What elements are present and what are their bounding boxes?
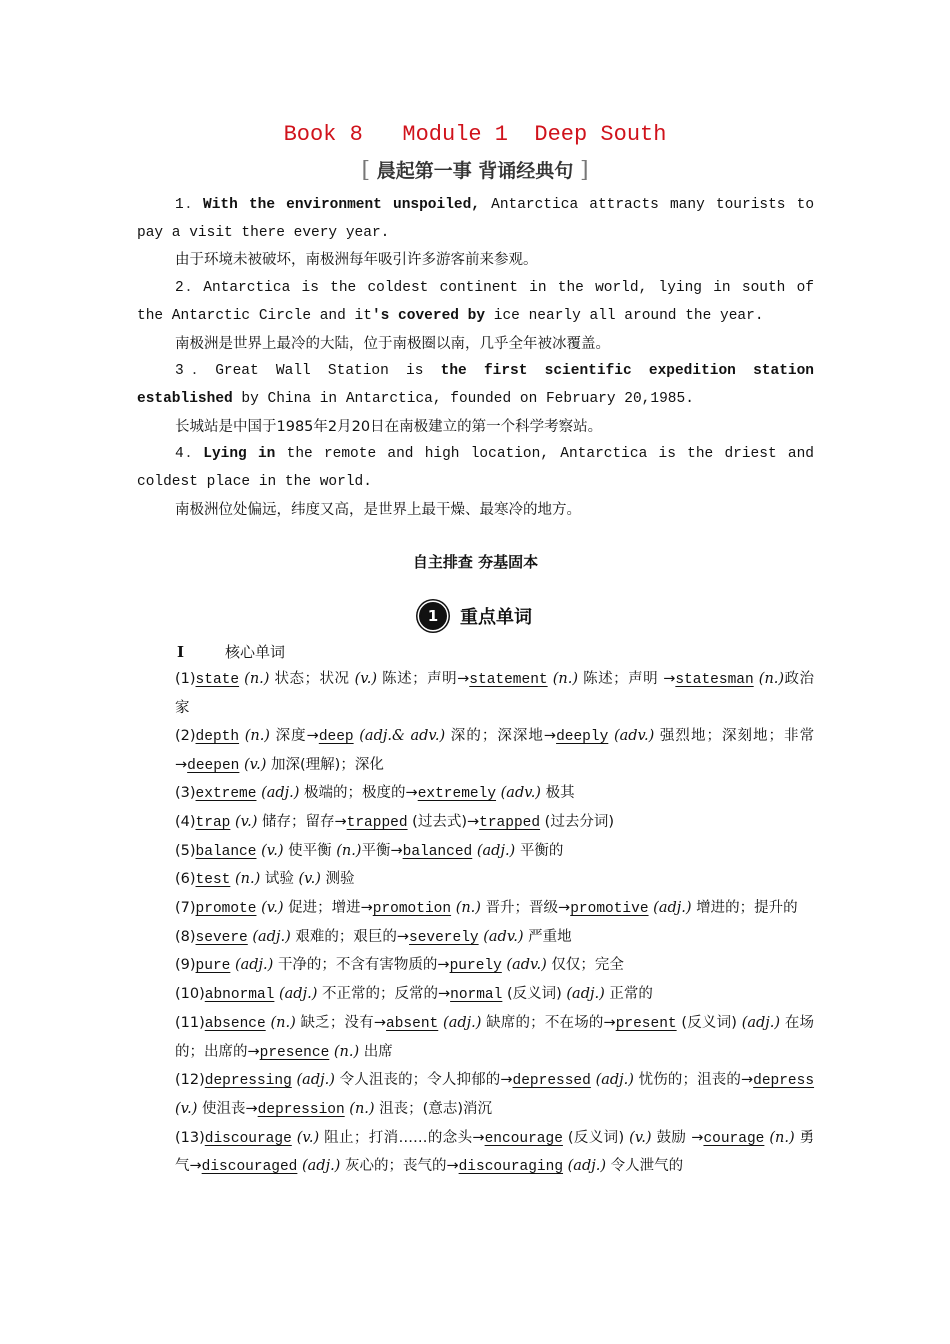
sentence-text: the remote and high location, Antarctica is the driest and coldest place in the world. <box>137 446 814 491</box>
vocab-text: 促进；增进→ <box>288 900 373 917</box>
vocab-text: (反义词) <box>681 1014 737 1031</box>
part-of-speech: (adv.) <box>483 928 524 945</box>
part-of-speech: (n.) <box>244 727 270 744</box>
vocab-word: discourage <box>204 1130 292 1147</box>
part-of-speech: (adj.) <box>443 1014 482 1031</box>
vocab-word: depressed <box>512 1073 591 1090</box>
vocab-text: 正常的 <box>609 986 653 1003</box>
sentence-text: by China in Antarctica, founded on February 20,1985. <box>232 390 694 407</box>
vocab-item <box>137 723 814 780</box>
vocab-text: (反义词) <box>567 1129 625 1146</box>
vocab-text: 深度→ <box>275 727 319 744</box>
vocab-text: 干净的；不含有害物质的→ <box>277 957 450 974</box>
part-of-speech: (adj.& adv.) <box>359 727 446 744</box>
part-of-speech: (n.) <box>349 1100 375 1117</box>
part-of-speech: (v.) <box>261 842 284 859</box>
part-of-speech: (v.) <box>234 813 258 830</box>
vocab-list <box>137 666 814 1182</box>
part-of-speech: (v.) <box>354 671 378 688</box>
part-of-speech: (adj.) <box>279 986 318 1003</box>
section-subtitle <box>0 156 950 183</box>
part-of-speech: (adj.) <box>741 1014 781 1031</box>
translation-4: 南极洲位处偏远，纬度又高，是世界上最干燥、最寒冷的地方。 <box>175 501 581 518</box>
vocab-word: encourage <box>484 1130 563 1147</box>
vocab-text: 加深(理解)；深化 <box>271 756 384 773</box>
vocab-text: (过去分词) <box>544 813 614 830</box>
part-of-speech: (v.) <box>261 900 284 917</box>
vocab-text: (13) <box>175 1129 205 1146</box>
vocab-text: (12) <box>175 1072 205 1089</box>
vocab-word: discouraged <box>201 1159 298 1176</box>
vocab-text: 晋升；晋级→ <box>485 900 571 917</box>
vocab-item <box>137 809 814 838</box>
part-of-speech: (n.) <box>270 1014 296 1031</box>
bracket-right: ] <box>579 158 589 183</box>
vocab-word: absent <box>386 1015 439 1032</box>
part-of-speech: (n.) <box>758 671 785 688</box>
vocab-text: 平衡→ <box>361 842 403 859</box>
sentence-2 <box>137 275 814 330</box>
part-of-speech: (adv.) <box>613 727 655 744</box>
sentence-number: 1． <box>175 197 204 213</box>
vocab-text: (7) <box>175 900 196 917</box>
vocab-text: 强烈地；深刻地；非常→ <box>175 727 815 773</box>
vocab-item <box>137 866 814 895</box>
vocab-word: extreme <box>195 786 257 803</box>
part-of-speech: (adj.) <box>234 957 274 974</box>
vocab-text: 试验 <box>264 871 294 888</box>
vocab-text: 阻止；打消……的念头→ <box>324 1129 485 1146</box>
vocab-item <box>137 924 814 953</box>
vocab-word: promotive <box>570 901 649 918</box>
sentence-4 <box>137 441 814 496</box>
vocab-word: abnormal <box>204 987 275 1004</box>
translation-2: 南极洲是世界上最冷的大陆，位于南极圈以南，几乎全年被冰覆盖。 <box>175 335 610 352</box>
vocab-word: trapped <box>479 814 541 831</box>
key-phrase: With the environment unspoiled, <box>203 197 481 213</box>
vocab-text: (11) <box>175 1014 205 1031</box>
vocab-text: 陈述；声明 <box>583 671 659 688</box>
part-of-speech: (adv.) <box>506 957 547 974</box>
vocab-word: balance <box>195 843 257 860</box>
vocab-word: test <box>195 872 231 889</box>
part-of-speech: (adv.) <box>500 785 541 802</box>
vocab-text: 艰难的；艰巨的→ <box>295 928 409 945</box>
part-of-speech: (adj.) <box>296 1072 335 1089</box>
vocab-word: trap <box>195 814 231 831</box>
vocab-word: discouraging <box>458 1159 564 1176</box>
sentence-text: Great Wall Station is <box>215 363 441 380</box>
section-heading: 自主排查 夯基固本 <box>412 553 539 572</box>
vocab-word: courage <box>703 1130 765 1147</box>
part-of-speech: (v.) <box>296 1129 320 1146</box>
number-badge-icon: 1 <box>419 602 447 630</box>
sentence-number: 3． <box>175 363 216 380</box>
vocab-item <box>137 981 814 1010</box>
page-title: Book 8 Module 1 Deep South <box>283 122 667 147</box>
vocab-item <box>137 1010 814 1067</box>
vocab-text: (3) <box>175 785 196 802</box>
translation-1: 由于环境未被破坏，南极洲每年吸引许多游客前来参观。 <box>175 252 538 269</box>
core-words-label: 核心单词 <box>225 643 286 662</box>
vocab-word: presence <box>259 1044 330 1061</box>
vocab-word: severely <box>409 929 479 946</box>
vocab-text: (10) <box>175 986 205 1003</box>
vocab-text: → <box>691 1129 704 1146</box>
part-of-speech: (n.) <box>552 671 578 688</box>
part-of-speech: (adj.) <box>476 842 516 859</box>
vocab-word: depth <box>195 728 240 745</box>
vocab-word: depress <box>753 1073 815 1090</box>
sentence-text: Antarctica attracts many tourists to pay a visit there every year. <box>137 197 815 241</box>
part-of-speech: (adj.) <box>653 900 692 917</box>
vocab-text: 状态；状况 <box>274 671 350 688</box>
part-of-speech: (v.) <box>175 1100 198 1117</box>
vocab-text: 深的；深深地→ <box>450 727 557 744</box>
part-of-speech: (adj.) <box>595 1072 634 1089</box>
part-of-speech: (n.) <box>455 900 481 917</box>
vocab-text: 沮丧；(意志)消沉 <box>379 1100 492 1117</box>
core-words-heading <box>137 638 814 666</box>
part-of-speech: (n.) <box>769 1129 795 1146</box>
vocab-word: statement <box>469 672 548 689</box>
vocab-text: 在场的；出席的→ <box>175 1014 814 1060</box>
vocab-text: (过去式)→ <box>412 813 480 830</box>
vocab-text: (反义词) <box>506 986 562 1003</box>
part-of-speech: (adj.) <box>252 928 291 945</box>
vocab-text: 忧伤的；沮丧的→ <box>638 1072 754 1089</box>
vocab-word: trapped <box>346 814 408 831</box>
sentence-number: 4． <box>175 446 204 463</box>
vocab-text: → <box>663 671 676 688</box>
vocab-text: 平衡的 <box>519 842 564 859</box>
vocab-word: depressing <box>204 1073 292 1090</box>
vocab-word: depression <box>257 1101 345 1118</box>
sentence-1 <box>137 192 814 247</box>
vocab-text: 缺乏；没有→ <box>300 1014 387 1031</box>
vocab-word: deeply <box>556 728 609 745</box>
subtitle-text: 晨起第一事 背诵经典句 <box>376 160 574 182</box>
part-of-speech: (v.) <box>629 1129 652 1146</box>
vocab-word: normal <box>450 987 503 1004</box>
vocab-text: 严重地 <box>528 928 572 945</box>
vocab-text: (8) <box>175 928 196 945</box>
vocab-text: 极端的；极度的→ <box>304 785 418 802</box>
part-of-speech: (adj.) <box>261 785 300 802</box>
part-of-speech: (adj.) <box>567 1158 606 1175</box>
sentence-text: ice nearly all around the year. <box>485 307 764 324</box>
vocab-text: 不正常的；反常的→ <box>321 986 451 1003</box>
vocab-text: 极其 <box>545 785 575 802</box>
vocab-text: (2) <box>175 727 196 744</box>
vocab-text: 使沮丧→ <box>202 1100 258 1117</box>
translation-3: 长城站是中国于1985年2月20日在南极建立的第一个科学考察站。 <box>175 418 603 435</box>
vocab-text: 测验 <box>325 871 355 888</box>
vocab-text: 仅仅；完全 <box>551 957 624 974</box>
vocab-word: extremely <box>417 786 497 803</box>
vocab-text: 陈述；声明→ <box>382 671 470 688</box>
vocab-item <box>137 952 814 981</box>
part-of-speech: (v.) <box>243 756 267 773</box>
vocab-text: 勇气→ <box>175 1129 815 1175</box>
vocab-text: 政治家 <box>175 671 815 717</box>
vocab-word: state <box>195 672 240 689</box>
key-phrase: Lying in <box>203 446 276 463</box>
vocab-item <box>137 666 814 722</box>
vocab-text: 令人泄气的 <box>610 1158 684 1175</box>
vocab-heading <box>137 602 814 632</box>
key-phrase: 's covered by <box>371 307 486 324</box>
vocab-word: present <box>615 1015 677 1032</box>
vocab-word: severe <box>195 929 248 946</box>
vocab-word: statesman <box>675 672 754 689</box>
vocab-word: promotion <box>372 901 452 918</box>
vocab-text: 鼓励 <box>656 1129 687 1146</box>
vocab-text: 灰心的；丧气的→ <box>344 1158 459 1175</box>
part-of-speech: (n.) <box>244 671 270 688</box>
vocab-text: 储存；留存→ <box>261 813 347 830</box>
vocab-text: 增进的；提升的 <box>696 900 798 917</box>
vocab-text: (4) <box>175 813 196 830</box>
vocab-word: purely <box>449 958 502 975</box>
key-phrase: the first scientific expedition station established <box>137 363 814 407</box>
vocab-text: (1) <box>175 671 196 688</box>
bracket-left: [ <box>361 158 371 183</box>
part-of-speech: (v.) <box>298 871 321 888</box>
part-of-speech: (n.) <box>336 842 362 859</box>
vocab-text: 令人沮丧的；令人抑郁的→ <box>339 1072 513 1089</box>
vocab-word: deep <box>318 728 354 745</box>
part-of-speech: (n.) <box>333 1043 360 1060</box>
vocab-text: (6) <box>175 871 196 888</box>
content-body <box>137 192 814 1182</box>
vocab-word: deepen <box>187 757 240 774</box>
sentence-3 <box>137 358 814 413</box>
part-of-speech: (adj.) <box>566 986 605 1003</box>
vocab-item <box>137 1125 814 1182</box>
part-of-speech: (n.) <box>234 871 261 888</box>
vocab-text: (9) <box>175 957 196 974</box>
vocab-text: (5) <box>175 842 196 859</box>
sentence-number: 2． <box>175 280 204 297</box>
vocab-item <box>137 838 814 867</box>
vocab-word: absence <box>204 1015 266 1032</box>
vocab-heading-label: 重点单词 <box>460 607 533 629</box>
vocab-word: promote <box>195 901 257 918</box>
vocab-text: 缺席的；不在场的→ <box>486 1014 616 1031</box>
part-of-speech: (adj.) <box>301 1158 341 1175</box>
vocab-word: pure <box>195 958 231 975</box>
vocab-word: balanced <box>402 843 473 860</box>
roman-numeral: Ⅰ <box>177 643 185 662</box>
vocab-item <box>137 1067 814 1124</box>
vocab-item <box>137 895 814 924</box>
vocab-text: 出席 <box>363 1043 393 1060</box>
vocab-item <box>137 780 814 809</box>
sentence-text: Antarctica is the coldest continent in the world, lying in south of the Antarctic Circle and it <box>137 280 814 324</box>
vocab-text: 使平衡 <box>288 842 332 859</box>
